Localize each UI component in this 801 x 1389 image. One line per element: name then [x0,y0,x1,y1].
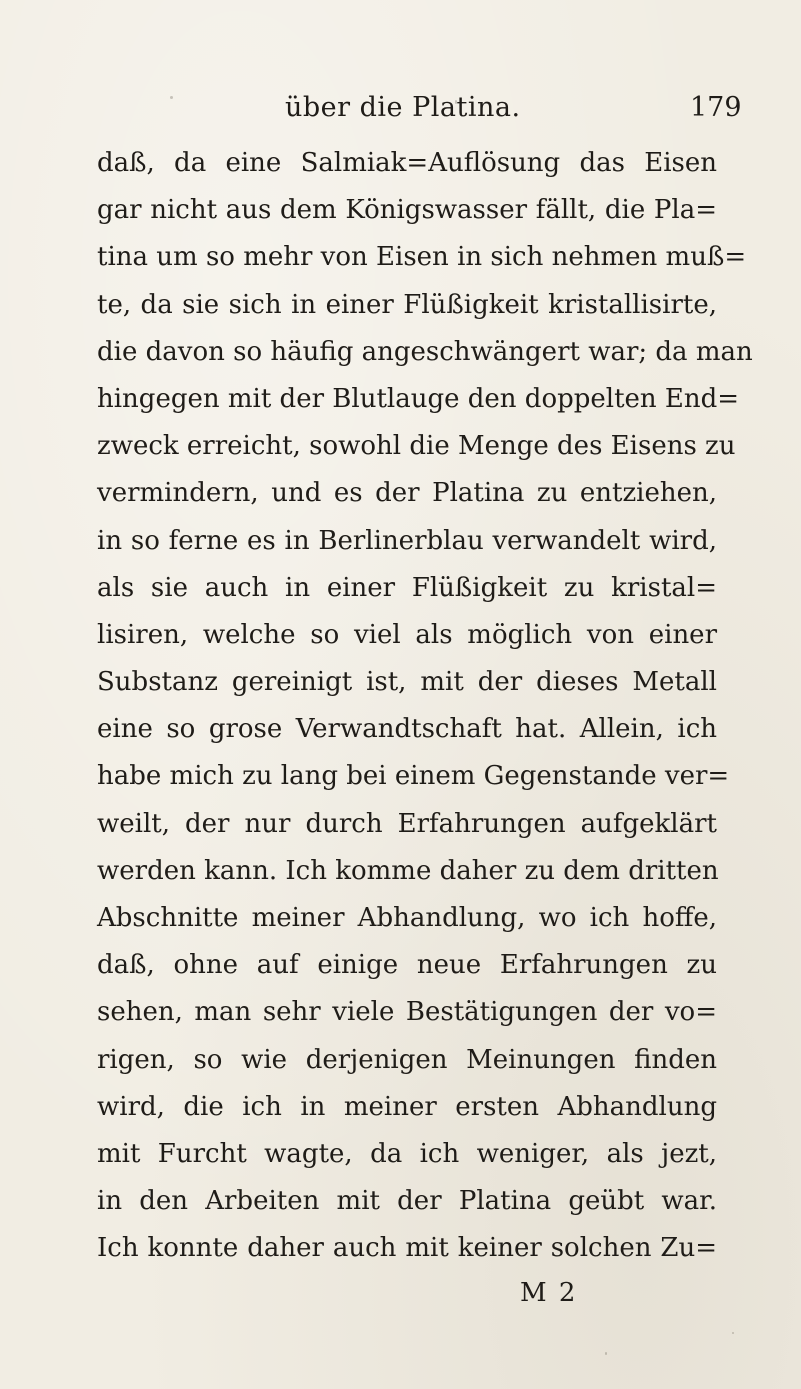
text-line: tina um so mehr von Eisen in sich nehmen muß= [97,242,747,273]
paper-speck [732,1332,734,1334]
running-head: über die Platina. [285,92,521,123]
text-line: weilt, der nur durch Erfahrungen aufgeklärt [97,808,717,839]
text-line: vermindern, und es der Platina zu entziehen, [97,478,717,509]
text-line: Abschnitte meiner Abhandlung, wo ich hoffe, [97,903,717,933]
text-line: habe mich zu lang bei einem Gegenstande ver= [97,761,730,792]
text-line: Ich konnte daher auch mit keiner solchen Zu= [97,1233,717,1264]
text-line: in den Arbeiten mit der Platina geübt war. [97,1186,717,1217]
text-line: gar nicht aus dem Königswasser fällt, die Pla= [97,195,717,226]
text-line: mit Furcht wagte, da ich weniger, als jezt, [97,1138,717,1169]
text-line: daß, da eine Salmiak=Auflösung das Eisen [97,148,717,178]
text-line: in so ferne es in Berlinerblau verwandelt wird, [97,525,717,556]
paper-speck [455,100,457,104]
text-line: sehen, man sehr viele Bestätigungen der vo= [97,997,717,1028]
text-line: zweck erreicht, sowohl die Menge des Eisens zu [97,431,736,462]
page-header [0,92,801,132]
text-line: Substanz gereinigt ist, mit der dieses Metall [97,667,717,698]
text-line: lisiren, welche so viel als möglich von einer [97,619,717,650]
paper-speck [170,96,173,99]
body-text [97,140,753,1273]
text-line: daß, ohne auf einige neue Erfahrungen zu [97,950,717,981]
catchword: M 2 [520,1278,578,1308]
page-number: 179 [690,92,742,123]
paper-speck [605,1352,607,1355]
text-line: te, da sie sich in einer Flüßigkeit kristallisirte, [97,289,717,320]
text-line: hingegen mit der Blutlauge den doppelten End= [97,383,740,414]
text-line: die davon so häufig angeschwängert war; da man [97,336,753,367]
text-line: werden kann. Ich komme daher zu dem dritten [97,855,719,886]
text-line: wird, die ich in meiner ersten Abhandlung [97,1091,717,1122]
text-line: rigen, so wie derjenigen Meinungen finden [97,1044,717,1075]
text-line: als sie auch in einer Flüßigkeit zu kristal= [97,572,717,603]
text-line: eine so grose Verwandtschaft hat. Allein, ich [97,714,717,745]
